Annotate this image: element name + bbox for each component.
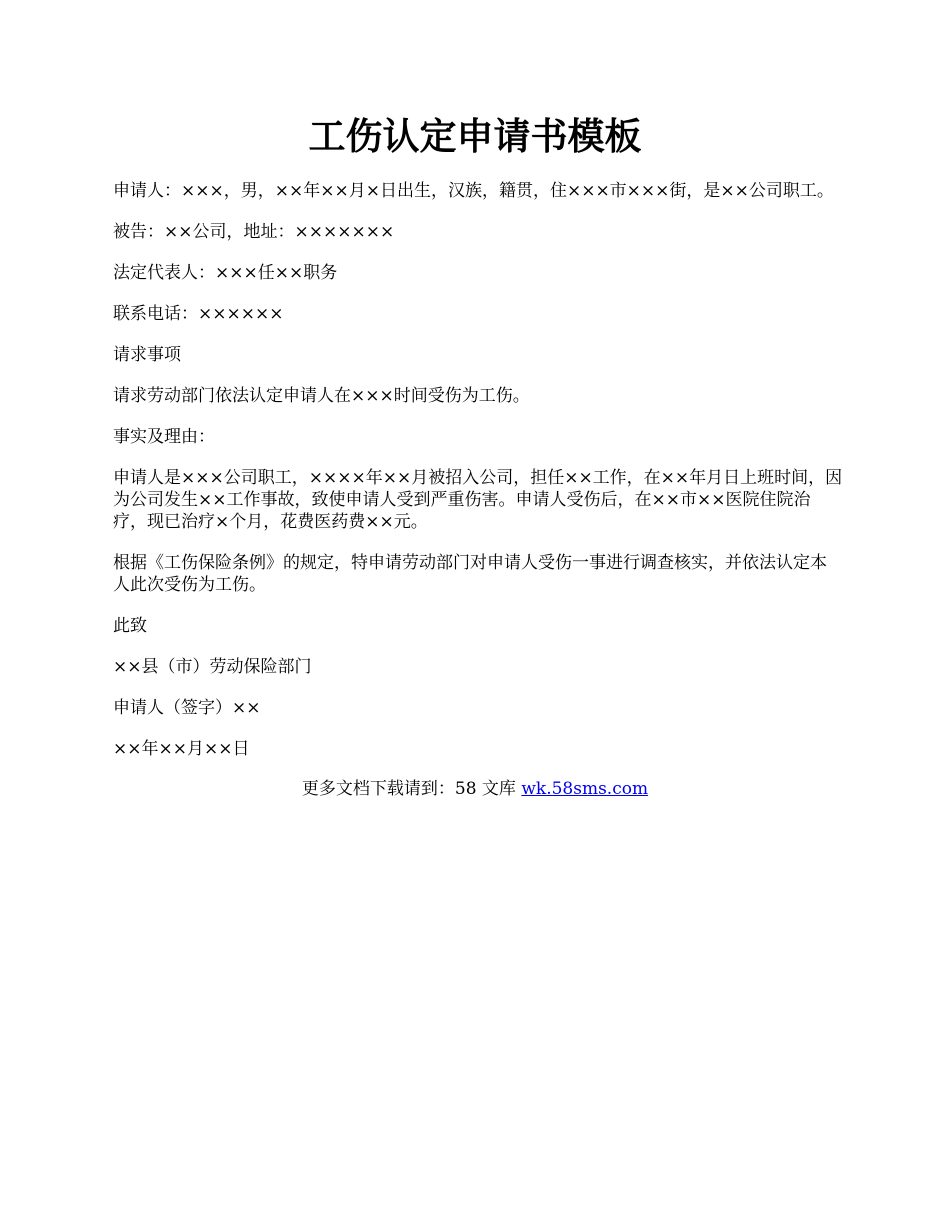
salutation: 此致 (113, 616, 147, 636)
document-body (113, 180, 843, 779)
respondent-info: 被告：××公司，地址：××××××× (113, 222, 395, 242)
legal-basis: 根据《工伤保险条例》的规定，特申请劳动部门对申请人受伤一事进行调查核实，并依法认定本人此次受伤为工伤。 (113, 553, 827, 595)
request-heading: 请求事项 (113, 345, 181, 365)
applicant-info: 申请人：×××，男，××年××月×日出生，汉族，籍贯，住×××市×××街，是××公司职工。 (113, 181, 834, 201)
footer-download-note (0, 778, 950, 800)
signature-line: 申请人（签字）×× (113, 698, 261, 718)
facts-heading: 事实及理由： (113, 427, 215, 447)
date-line: ××年××月××日 (113, 739, 250, 759)
facts-content: 申请人是×××公司职工，××××年××月被招入公司，担任××工作，在××年月日上班时间，因为公司发生××工作事故，致使申请人受到严重伤害。申请人受伤后，在××市××医院住院治疗，现已治疗×个月，花费医药费××元。 (113, 468, 843, 532)
footer-prefix: 更多文档下载请到：58 文库 (301, 779, 522, 799)
request-content: 请求劳动部门依法认定申请人在×××时间受伤为工伤。 (113, 386, 530, 406)
contact-phone: 联系电话：×××××× (113, 304, 284, 324)
document-title: 工伤认定申请书模板 (308, 114, 642, 158)
footer-link[interactable]: wk.58sms.com (521, 779, 649, 799)
legal-representative: 法定代表人：×××任××职务 (113, 263, 338, 283)
recipient: ××县（市）劳动保险部门 (113, 657, 312, 677)
